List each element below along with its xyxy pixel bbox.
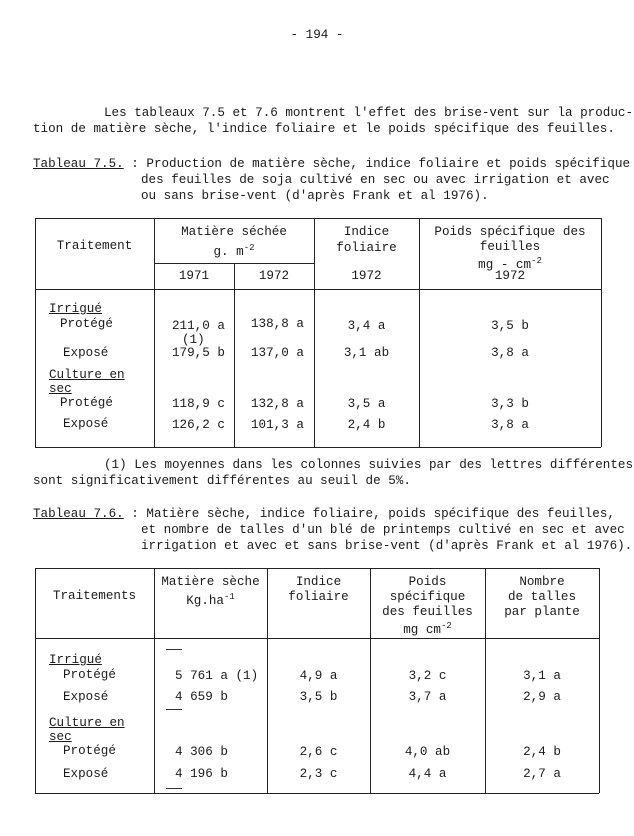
table1-header-matiere-unit-exp: -2 bbox=[243, 243, 255, 253]
table2-cell: 2,3 c bbox=[299, 767, 338, 781]
table1-header-poids-unit-exp: -2 bbox=[531, 256, 542, 266]
table1-header-matiere: Matière séchée bbox=[181, 225, 287, 239]
table2-header-poids-unit bbox=[370, 619, 485, 638]
table1-cell: 3,8 a bbox=[491, 346, 529, 360]
table2-row-label: Protégé bbox=[63, 668, 116, 682]
table1-cell: 101,3 a bbox=[251, 418, 304, 432]
table2-header-traitements: Traitements bbox=[52, 589, 137, 603]
table1-row-label: Protégé bbox=[60, 396, 113, 410]
table2-cell: 2,4 b bbox=[523, 745, 561, 759]
table1-note-marker: (1) bbox=[182, 333, 205, 347]
table1-header-matiere-unit bbox=[154, 241, 314, 260]
table2-caption-line-3: irrigation et avec et sans brise-vent (d'après Frank et al 1976). bbox=[141, 539, 633, 553]
table2-cell: 3,2 c bbox=[408, 669, 447, 683]
table2-header-talles: Nombre bbox=[519, 575, 565, 589]
table2-tick-mark bbox=[166, 788, 182, 789]
intro-line-1: Les tableaux 7.5 et 7.6 montrent l'effet des brise-vent sur la produc- bbox=[104, 106, 634, 120]
table1-cell: 138,8 a bbox=[251, 317, 304, 331]
table1-right-border bbox=[601, 218, 602, 447]
table2-caption bbox=[33, 507, 615, 521]
table1-bottom-border bbox=[35, 447, 601, 448]
table2-cell: 4,0 ab bbox=[404, 745, 451, 759]
table2-header-matiere-unit bbox=[154, 590, 267, 609]
table1-caption-line-2: des feuilles de soja cultivé en sec ou avec irrigation et avec bbox=[141, 173, 610, 187]
table1-cell: 179,5 b bbox=[172, 346, 225, 360]
table2-header-poids-2: spécifique bbox=[389, 590, 466, 604]
table2-cell: 2,7 a bbox=[523, 767, 561, 781]
table1-cell: 3,5 b bbox=[491, 319, 529, 333]
table2-cell: 5 761 a (1) bbox=[175, 669, 259, 683]
table1-cell: 3,5 a bbox=[347, 397, 386, 411]
table2-tick-mark bbox=[166, 709, 182, 710]
table1-cell: 3,1 ab bbox=[343, 346, 390, 360]
table1-year-col-divider bbox=[234, 263, 235, 447]
table1-group-label: sec bbox=[49, 382, 72, 396]
table2-row-label: Exposé bbox=[63, 690, 109, 704]
table2-header-indice-2: foliaire bbox=[288, 590, 349, 604]
table2-right-border bbox=[599, 568, 600, 793]
table2-group-label: sec bbox=[49, 730, 72, 744]
table2-header-poids-unit-exp: -2 bbox=[440, 621, 452, 631]
table1-row-label: Exposé bbox=[63, 417, 109, 431]
table1-group-label: Irrigué bbox=[49, 302, 102, 316]
table1-cell: 3,8 a bbox=[491, 418, 529, 432]
table2-label: Tableau 7.6. bbox=[33, 507, 124, 521]
table1-group-label: Culture en bbox=[49, 368, 125, 382]
table1-cell: 118,9 c bbox=[172, 397, 225, 411]
table1-caption bbox=[33, 157, 630, 171]
table1-cell: 2,4 b bbox=[347, 418, 386, 432]
table2-header-matiere-unit-exp: -1 bbox=[223, 592, 235, 602]
table1-caption-line-1: : Production de matière sèche, indice foliaire et poids spécifique bbox=[131, 157, 631, 171]
table1-label: Tableau 7.5. bbox=[33, 157, 124, 171]
table1-cell: 3,4 a bbox=[347, 319, 386, 333]
table2-cell: 4,9 a bbox=[299, 669, 338, 683]
table2-header-poids: Poids bbox=[408, 575, 447, 589]
page-number: - 194 - bbox=[290, 28, 344, 42]
table1-year: 1972 bbox=[494, 269, 526, 283]
footnote-line-1: (1) Les moyennes dans les colonnes suivies par des lettres différentes bbox=[104, 458, 634, 472]
table1-year: 1971 bbox=[178, 269, 210, 283]
intro-line-2: tion de matière sèche, l'indice foliaire et le poids spécifique des feuilles. bbox=[33, 122, 615, 136]
table2-cell: 2,9 a bbox=[523, 690, 561, 704]
table1-cell: 126,2 c bbox=[172, 418, 225, 432]
table2-cell: 3,5 b bbox=[299, 690, 338, 704]
table1-cell: 211,0 a bbox=[172, 319, 225, 333]
table2-cell: 4 306 b bbox=[175, 745, 228, 759]
table1-top-border bbox=[35, 218, 601, 219]
table2-header-divider bbox=[35, 638, 599, 639]
table1-caption-line-3: ou sans brise-vent (d'après Frank et al 1976). bbox=[141, 189, 489, 203]
table1-cell: 137,0 a bbox=[251, 346, 304, 360]
table2-cell: 4 196 b bbox=[175, 767, 228, 781]
table2-header-matiere-unit-text: Kg.ha bbox=[186, 594, 224, 609]
table2-header-matiere: Matière sèche bbox=[161, 575, 260, 589]
table2-caption-line-1: : Matière sèche, indice foliaire, poids spécifique des feuilles, bbox=[131, 507, 615, 521]
table2-header-poids-unit-text: mg cm bbox=[403, 623, 441, 638]
table2-cell: 4,4 a bbox=[408, 767, 447, 781]
table1-year: 1972 bbox=[351, 269, 382, 283]
table2-header-indice: Indice bbox=[295, 575, 342, 589]
table1-header-poids: Poids spécifique des bbox=[434, 225, 586, 239]
table2-cell: 4 659 b bbox=[175, 690, 228, 704]
table2-header-talles-3: par plante bbox=[504, 605, 580, 619]
footnote-line-2: sont significativement différentes au seuil de 5%. bbox=[33, 474, 411, 488]
table1-row-label: Protégé bbox=[60, 317, 113, 331]
table1-header-indice-2: foliaire bbox=[336, 241, 397, 255]
table2-cell: 3,1 a bbox=[523, 669, 561, 683]
table2-top-border bbox=[35, 568, 599, 569]
table2-header-talles-2: de talles bbox=[507, 590, 577, 604]
table2-tick-mark bbox=[166, 649, 182, 650]
table2-group-label: Irrigué bbox=[49, 653, 102, 667]
table1-header-poids-2: feuilles bbox=[479, 240, 541, 254]
table2-caption-line-2: et nombre de talles d'un blé de printemps cultivé en sec et avec bbox=[141, 523, 625, 537]
table1-cell: 132,8 a bbox=[251, 397, 304, 411]
table2-row-label: Protégé bbox=[63, 744, 116, 758]
table2-row-label: Exposé bbox=[63, 767, 109, 781]
table1-year: 1972 bbox=[258, 269, 290, 283]
table1-header-matiere-unit-text: g. m bbox=[213, 245, 244, 260]
table1-cell: 3,3 b bbox=[491, 397, 529, 411]
table2-group-label: Culture en bbox=[49, 716, 125, 730]
table2-bottom-border bbox=[35, 793, 599, 794]
table2-header-poids-3: des feuilles bbox=[382, 605, 473, 619]
table2-cell: 2,6 c bbox=[299, 745, 338, 759]
table1-row-label: Exposé bbox=[63, 346, 109, 360]
table1-header-divider bbox=[35, 289, 601, 290]
table1-header-indice: Indice bbox=[343, 225, 390, 239]
table1-header-poids-unit-text: mg - cm bbox=[478, 258, 532, 273]
table1-header-traitement: Traitement bbox=[56, 239, 133, 253]
table2-cell: 3,7 a bbox=[408, 690, 447, 704]
